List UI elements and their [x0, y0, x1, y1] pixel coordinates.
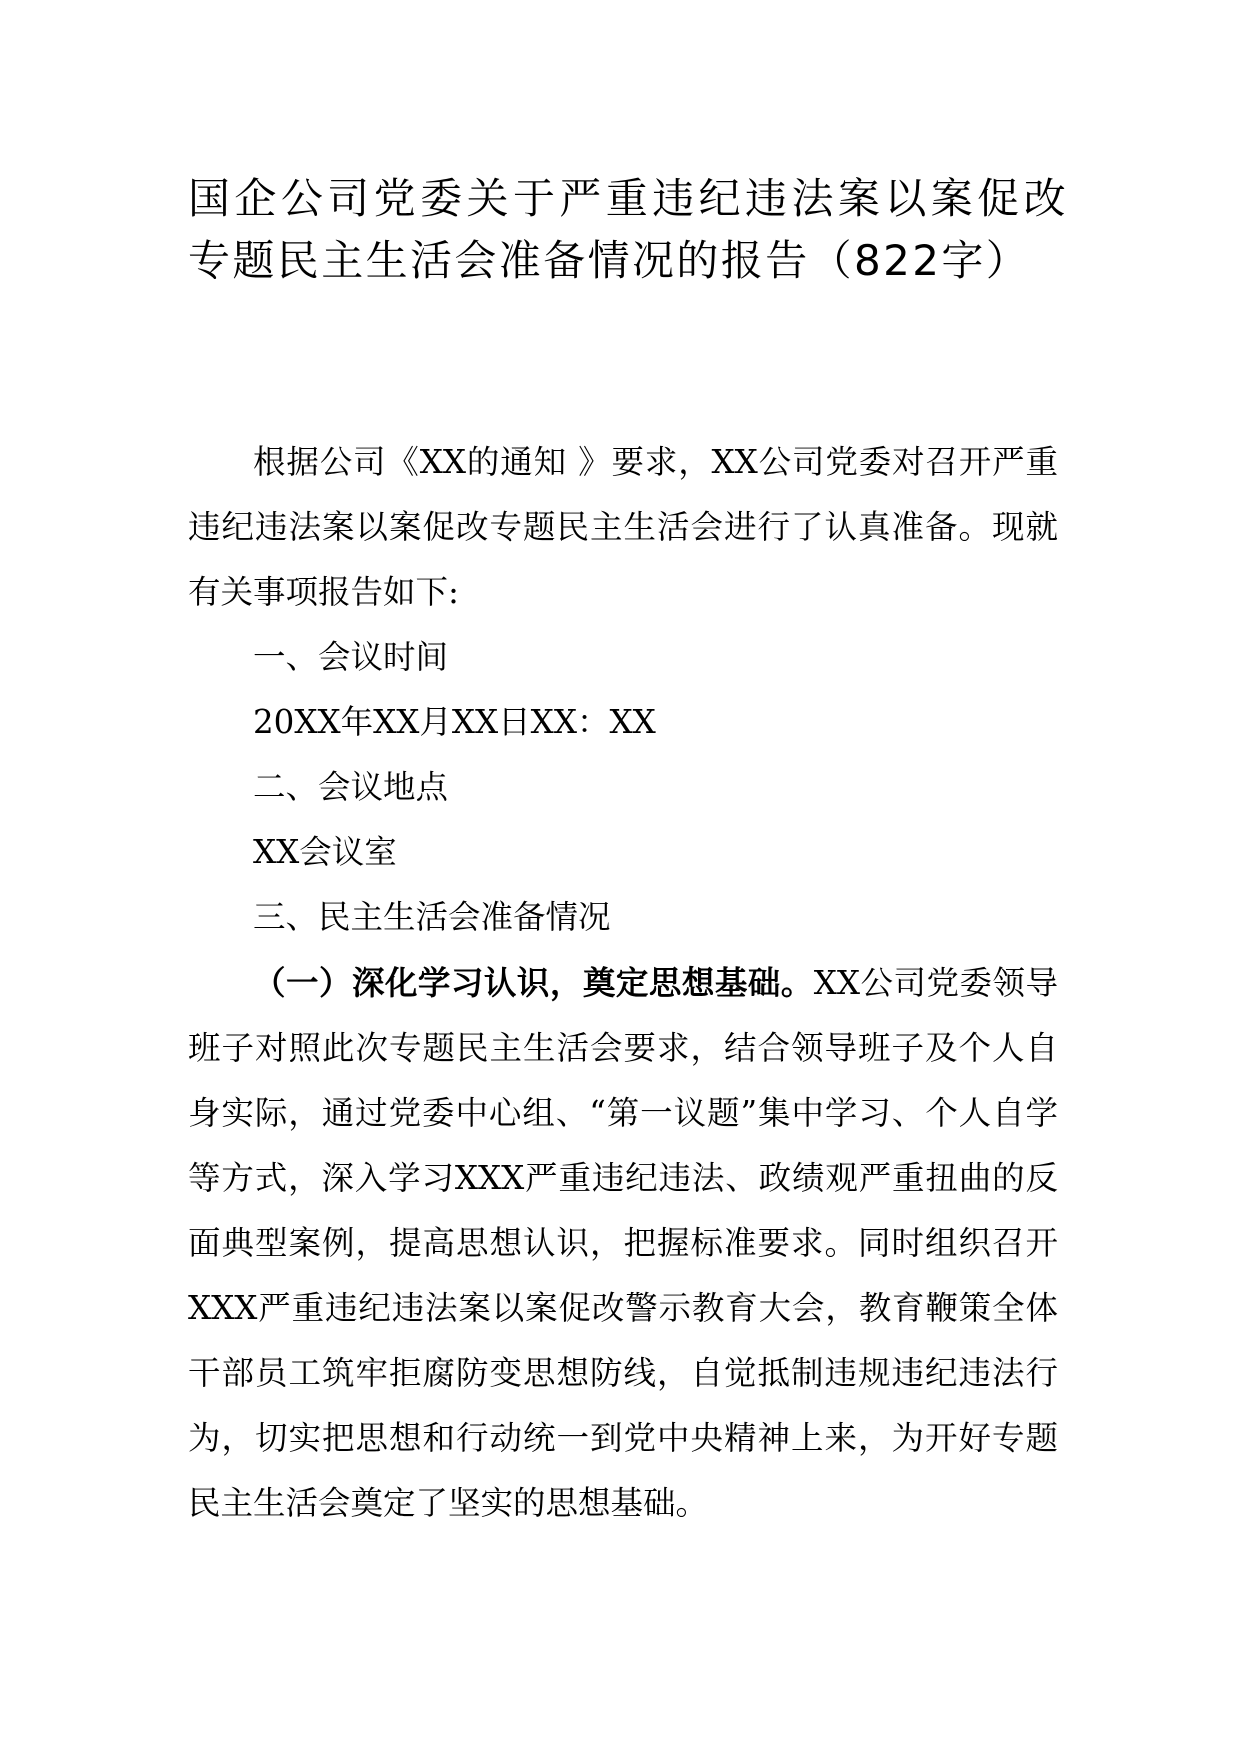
section-heading-location: 二、会议地点 — [253, 768, 449, 806]
document-title: 国企公司党委关于严重违纪违法案以案促改专题民主生活会准备情况的报告（822字） — [188, 174, 1068, 285]
document-body — [188, 430, 1058, 1536]
section-heading-time: 一、会议时间 — [253, 638, 449, 676]
intro-paragraph: 根据公司《XX的通知 》要求，XX公司党委对召开严重违纪违法案以案促改专题民主生活会进行了认真准备。现就有关事项报告如下: — [188, 443, 1058, 611]
meeting-time: 20XX年XX月XX日XX：XX — [253, 703, 656, 741]
subsection-1-heading: （一）深化学习认识，奠定思想基础。 — [253, 963, 814, 1002]
section-heading-preparation: 三、民主生活会准备情况 — [253, 898, 611, 936]
subsection-1-paragraph — [188, 950, 1058, 1536]
meeting-location: XX会议室 — [253, 833, 397, 871]
subsection-1-text: XX公司党委领导班子对照此次专题民主生活会要求，结合领导班子及个人自身实际，通过党委中心组、“第一议题”集中学习、个人自学等方式，深入学习XXX严重违纪违法、政绩观严重扭曲的反面典型案例，提高思想认识，把握标准要求。同时组织召开XXX严重违纪违法案以案促改警示教育大会，教育鞭策全体干部员工筑牢拒腐防变思想防线，自觉抵制违规违纪违法行为，切实把思想和行动统一到党中央精神上来，为开好专题民主生活会奠定了坚实的思想基础。 — [188, 964, 1058, 1522]
